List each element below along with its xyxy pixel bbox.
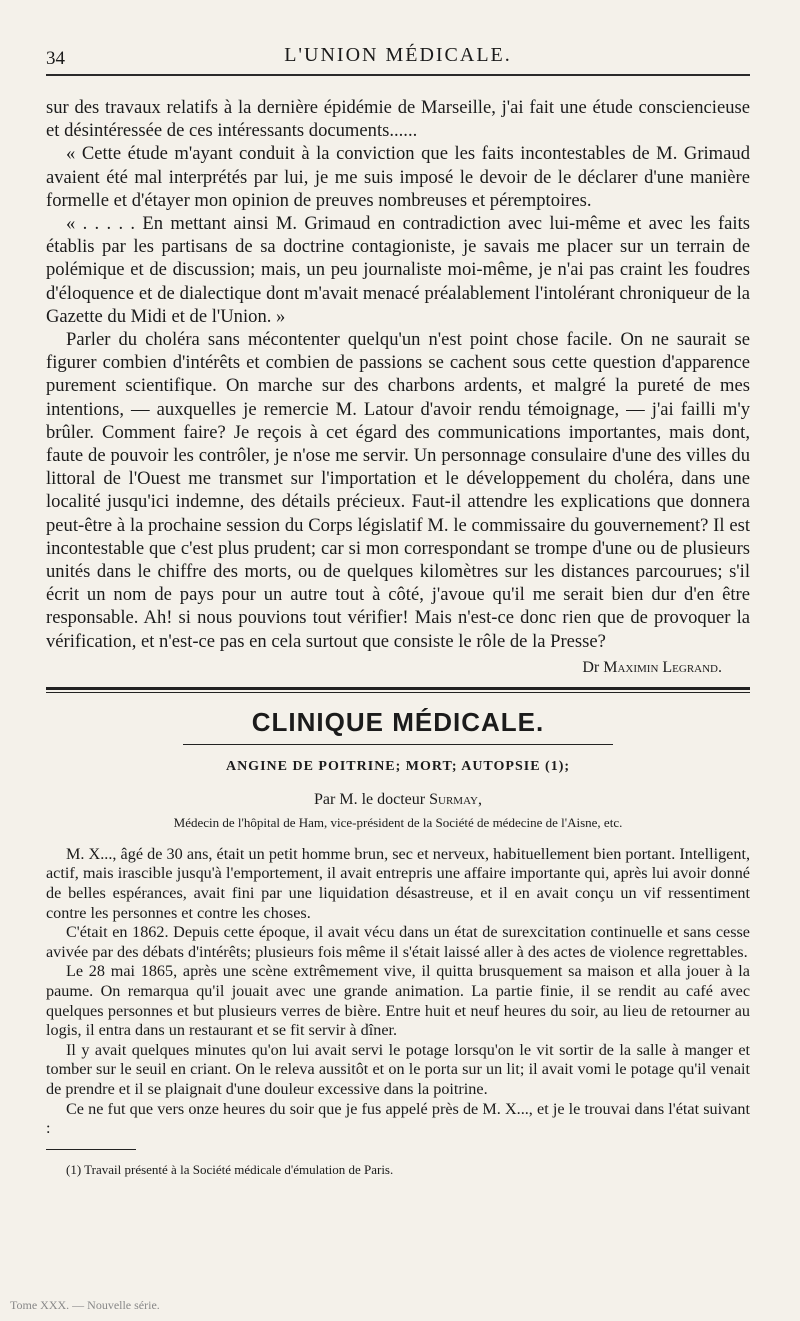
signature-name: Maximin Legrand. [603,658,722,676]
paragraph: Ce ne fut que vers onze heures du soir que je fus appelé près de M. X..., et je le trouvai dans l'état suivant : [46,1099,750,1138]
page-header [46,0,750,70]
title-rule [183,744,613,745]
author-prefix: Par M. le docteur [314,790,426,808]
running-title: L'UNION MÉDICALE. [284,44,512,66]
author-affiliation: Médecin de l'hôpital de Ham, vice-président de la Société de médecine de l'Aisne, etc. [173,814,623,830]
bleed-through-text: Tome XXX. — Nouvelle série. [10,1298,160,1312]
header-rule [46,74,750,76]
author-name: Surmay, [429,790,482,808]
paragraph: « . . . . . En mettant ainsi M. Grimaud en contradiction avec lui-même et avec les faits établis par les partisans de sa doctrine contagioniste, je savais me placer sur un terrain de polémique et de discussion; mais, un peu journaliste moi-même, je n'ai pas craint les foudres d'éloquence et de dialectique dont m'avait menacé préalablement l'intolérant chroniqueur de la Gazette du Midi et de l'Union. » [46,213,750,327]
article-text [46,845,750,1139]
paragraph: C'était en 1862. Depuis cette époque, il avait vécu dans un état de surexcitation continuelle et sans cesse avivée par des débats d'intérêts; plusieurs fois même il s'était laissé aller à des actes de violence regrettables. [46,923,750,961]
signature-title: Dr [582,658,600,676]
page-number: 34 [46,48,65,69]
paragraph: « Cette étude m'ayant conduit à la conviction que les faits incontestables de M. Grimaud avaient été mal interprétés par lui, je me suis imposé le devoir de le déclarer d'une manière formelle et d'étayer mon opinion de preuves nombreuses et péremptoires. [46,143,750,211]
footnote: (1) Travail présenté à la Société médicale d'émulation de Paris. [66,1161,394,1177]
article-title: ANGINE DE POITRINE; MORT; AUTOPSIE (1); [225,758,571,774]
signature [46,659,750,677]
paragraph: Le 28 mai 1865, après une scène extrêmement vive, il quitta brusquement sa maison et alla jouer à la paume. On remarqua qu'il jouait avec une grande animation. La partie finie, il se rendit au café avec quelques personnes et but plusieurs verres de bière. Entre huit et neuf heures du soir, au lieu de retourner au logis, il entra dans un restaurant et se fit servir à dîner. [46,962,750,1040]
footnote-rule [46,1149,136,1150]
section-divider [46,687,750,693]
section-title: CLINIQUE MÉDICALE. [251,706,545,737]
paragraph: sur des travaux relatifs à la dernière épidémie de Marseille, j'ai fait une étude consciencieuse et désintéressée de ces intéressants documents...... [46,97,750,142]
letter-text [46,96,750,677]
author-line [46,791,750,809]
paragraph: Il y avait quelques minutes qu'on lui avait servi le potage lorsqu'on le vit sortir de la salle à manger et tomber sur le seuil en criant. On le releva aussitôt et on le porta sur un lit; il avait vomi le potage qu'il venait de prendre et il se plaignait d'une douleur excessive dans la poitrine. [46,1040,750,1098]
paragraph: M. X..., âgé de 30 ans, était un petit homme brun, sec et nerveux, habituellement bien portant. Intelligent, actif, mais irascible jusqu'à l'emportement, il avait entrepris une affaire importante qui, après lui avoir donné de belles espérances, avait fini par une liquidation désastreuse, et il en avait conçu un vif ressentiment contre les personnes et contre les choses. [46,844,750,922]
paragraph: Parler du choléra sans mécontenter quelqu'un n'est point chose facile. On ne saurait se figurer combien d'intérêts et combien de passions se cachent sous cette question d'apparence purement scientifique. On marche sur des charbons ardents, et malgré la pureté de mes intentions, — auxquelles je remercie M. Latour d'avoir rendu témoignage, — j'ai failli m'y brûler. Comment faire? Je reçois à cet égard des communications importantes, mais dont, faute de pouvoir les contrôler, je n'ose me servir. Un personnage consulaire d'une des villes du littoral de l'Ouest me transmet sur l'importation et le développement du choléra, dans une localité jusqu'ici indemne, des détails précieux. Faut-il attendre les explications que donnera peut-être à la prochaine session du Corps législatif M. le commissaire du gouvernement? Il est incontestable que c'est plus prudent; car si mon correspondant se trompe d'une ou de plusieurs unités dans le chiffre des morts, ou de quelques kilomètres sur les distances parcourues; s'il écrit un nom de pays pour un autre tout à côté, j'avoue qu'il me serait bien dur d'en être responsable. Ah! si nous pouvions tout vérifier! Mais n'est-ce donc rien que de provoquer la vérification, et n'est-ce pas en cela surtout que consiste le rôle de la Presse? [46,329,750,652]
